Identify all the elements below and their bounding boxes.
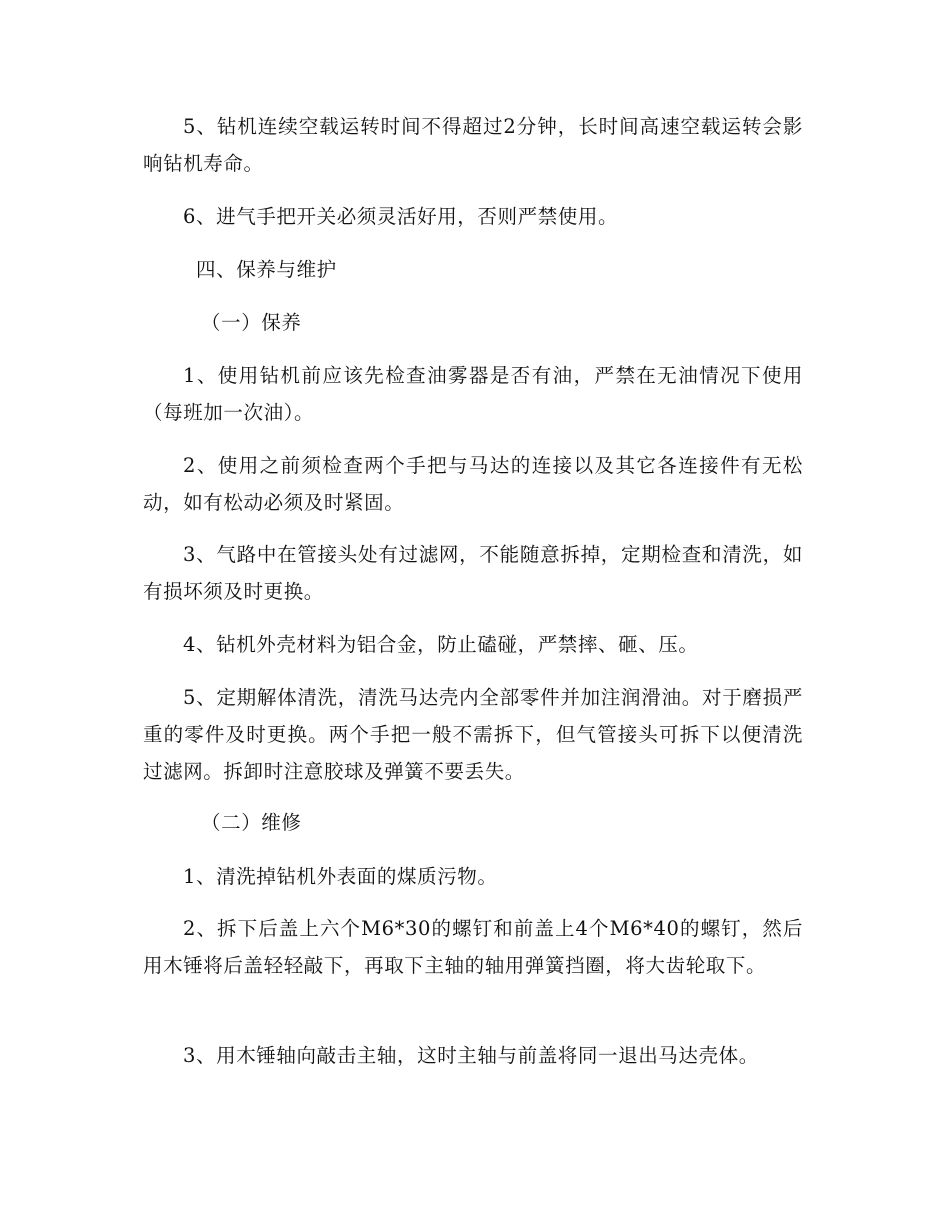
paragraph-connection-check: 2、使用之前须检查两个手把与马达的连接以及其它各连接件有无松动，如有松动必须及时紧固。 bbox=[143, 454, 803, 514]
paragraph-disassembly-steps: 2、拆下后盖上六个M6*30的螺钉和前盖上4个M6*40的螺钉，然后用木锤将后盖轻轻敲下，再取下主轴的轴用弹簧挡圈，将大齿轮取下。 bbox=[143, 917, 803, 977]
subsection-heading-upkeep: （一）保养 bbox=[201, 311, 302, 334]
subsection-heading-repair: （二）维修 bbox=[201, 811, 302, 834]
paragraph-spindle-removal: 3、用木锤轴向敲击主轴，这时主轴与前盖将同一退出马达壳体。 bbox=[183, 1044, 759, 1067]
paragraph-periodic-cleaning: 5、定期解体清洗，清洗马达壳内全部零件并加注润滑油。对于磨损严重的零件及时更换。两个手把一般不需拆下，但气管接头可拆下以便清洗过滤网。拆卸时注意胶球及弹簧不要丢失。 bbox=[143, 686, 803, 783]
section-heading-maintenance: 四、保养与维护 bbox=[196, 258, 337, 281]
paragraph-air-handle-switch: 6、进气手把开关必须灵活好用，否则严禁使用。 bbox=[183, 205, 619, 228]
paragraph-idle-run-limit: 5、钻机连续空载运转时间不得超过2分钟，长时间高速空载运转会影响钻机寿命。 bbox=[143, 115, 803, 175]
paragraph-housing-care: 4、钻机外壳材料为铝合金，防止磕碰，严禁摔、砸、压。 bbox=[183, 633, 699, 656]
paragraph-oil-check: 1、使用钻机前应该先检查油雾器是否有油，严禁在无油情况下使用（每班加一次油）。 bbox=[143, 364, 803, 424]
paragraph-filter-screen: 3、气路中在管接头处有过滤网，不能随意拆掉，定期检查和清洗，如有损坏须及时更换。 bbox=[143, 543, 803, 603]
paragraph-surface-cleaning: 1、清洗掉钻机外表面的煤质污物。 bbox=[183, 865, 498, 888]
